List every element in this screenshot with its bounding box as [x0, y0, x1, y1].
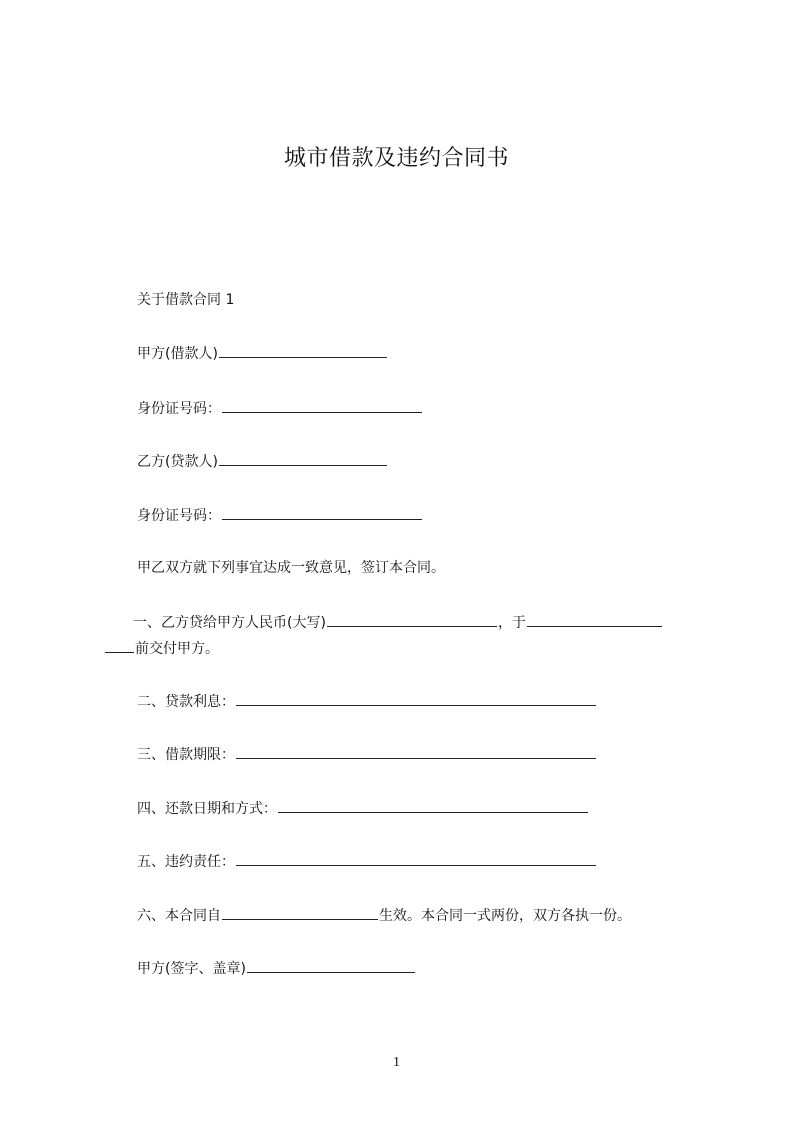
clause-1-mid: ，于	[497, 615, 526, 631]
contract-subtitle: 关于借款合同 1	[137, 292, 235, 308]
clause-4-line	[137, 798, 589, 819]
id-b-blank[interactable]	[222, 505, 422, 520]
clause-1-end: 前交付甲方。	[135, 641, 219, 657]
clause-6-end: 生效。本合同一式两份，双方各执一份。	[379, 908, 631, 924]
id-b-label: 身份证号码：	[137, 508, 221, 524]
clause-2-line	[137, 691, 597, 712]
clause-6-line	[137, 905, 631, 926]
party-a-label: 甲方(借款人)	[137, 346, 218, 362]
loan-amount-blank[interactable]	[327, 612, 497, 627]
party-a-blank[interactable]	[219, 343, 387, 358]
id-a-label: 身份证号码：	[137, 401, 221, 417]
party-b-blank[interactable]	[219, 451, 387, 466]
clause-1-cont	[104, 638, 219, 659]
clause-1-line	[133, 612, 663, 633]
id-a-blank[interactable]	[222, 398, 422, 413]
delivery-date-blank[interactable]	[527, 612, 662, 627]
id-a-line	[137, 398, 423, 419]
liability-blank[interactable]	[236, 851, 596, 866]
repayment-blank[interactable]	[278, 798, 588, 813]
party-b-label: 乙方(贷款人)	[137, 454, 218, 470]
signature-a-line	[137, 958, 416, 979]
delivery-date-blank-cont[interactable]	[105, 638, 134, 653]
id-b-line	[137, 505, 423, 526]
signature-a-label: 甲方(签字、盖章)	[137, 961, 246, 977]
clause-1-label: 一、乙方贷给甲方人民币(大写)	[133, 615, 326, 631]
party-b-line	[137, 451, 388, 472]
clause-3-label: 三、借款期限：	[137, 747, 235, 763]
clause-5-line	[137, 851, 597, 872]
intro-text: 甲乙双方就下列事宜达成一致意见，签订本合同。	[137, 560, 445, 576]
interest-blank[interactable]	[236, 691, 596, 706]
page-number: 1	[393, 1055, 400, 1070]
effective-date-blank[interactable]	[222, 905, 378, 920]
signature-a-blank[interactable]	[247, 958, 415, 973]
clause-2-label: 二、贷款利息：	[137, 694, 235, 710]
clause-4-label: 四、还款日期和方式：	[137, 801, 277, 817]
clause-5-label: 五、违约责任：	[137, 854, 235, 870]
party-a-line	[137, 343, 388, 364]
term-blank[interactable]	[236, 744, 596, 759]
clause-6-label: 六、本合同自	[137, 908, 221, 924]
clause-3-line	[137, 744, 597, 765]
document-title: 城市借款及违约合同书	[283, 146, 509, 171]
